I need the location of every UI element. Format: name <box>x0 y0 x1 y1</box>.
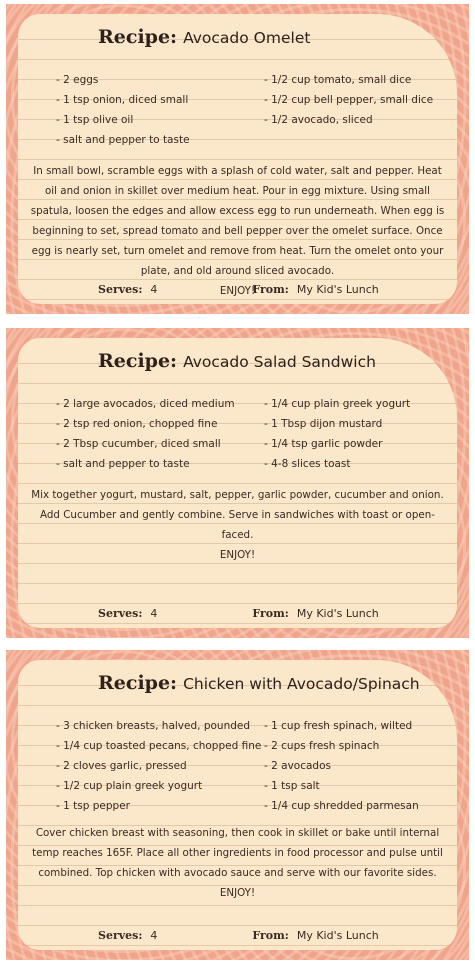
from-value: My Kid's Lunch <box>296 607 379 620</box>
ingredient-item: - 2 cups fresh spinach <box>264 740 380 752</box>
ingredient-item: - 1/4 cup toasted pecans, chopped fine <box>56 740 262 752</box>
ingredient-item: - 2 Tbsp cucumber, diced small <box>56 438 221 450</box>
recipe-heading <box>98 672 420 694</box>
from-value: My Kid's Lunch <box>296 283 379 296</box>
serves-label: Serves: <box>98 929 143 942</box>
serves-label: Serves: <box>98 283 143 296</box>
closing-text: ENJOY! <box>219 285 256 297</box>
ingredients-right-column <box>264 70 433 150</box>
ingredient-item: - 4-8 slices toast <box>264 458 351 470</box>
ingredient-item: - 1 tsp pepper <box>56 800 130 812</box>
recipe-title: Avocado Salad Sandwich <box>183 353 376 371</box>
ingredient-item: - 1 Tbsp dijon mustard <box>264 418 383 430</box>
card-paper <box>18 338 457 628</box>
recipe-title: Chicken with Avocado/Spinach <box>183 675 420 693</box>
recipe-heading <box>98 350 376 372</box>
card-footer <box>98 607 379 620</box>
ingredient-item: - 1/2 cup plain greek yogurt <box>56 780 203 792</box>
recipe-instructions <box>28 823 447 903</box>
serves-value: 4 <box>150 929 158 942</box>
ingredients-right-column <box>264 394 410 474</box>
from-label: From: <box>252 929 289 942</box>
ingredients-left-column <box>56 716 264 816</box>
ingredient-item: - 1 tsp olive oil <box>56 114 134 126</box>
ingredient-item: - 1 tsp onion, diced small <box>56 94 189 106</box>
recipe-card-chicken-avocado-spinach <box>6 650 469 960</box>
ingredient-item: - 1/4 tsp garlic powder <box>264 438 383 450</box>
ingredient-item: - 1/4 cup plain greek yogurt <box>264 398 411 410</box>
card-footer <box>98 283 379 296</box>
ingredients-right-column <box>264 716 419 816</box>
ingredients-list <box>56 716 439 816</box>
card-paper <box>18 14 457 304</box>
instructions-text: In small bowl, scramble eggs with a splash of cold water, salt and pepper. Heat oil and onion in skillet over medium heat. Pour in egg mixture. Using small spatula, loosen the edges and allow excess egg to run underneath. When egg is beginning to set, spread tomato and bell pepper over the omelet surface. Once egg is nearly set, turn omelet and remove from heat. Turn the omelet onto your plate, and old around sliced avocado. <box>30 165 445 277</box>
recipe-label: Recipe: <box>98 672 178 694</box>
ingredient-item: - 2 tsp red onion, chopped fine <box>56 418 218 430</box>
ingredients-left-column <box>56 70 264 150</box>
ingredient-item: - 2 eggs <box>56 74 99 86</box>
serves-value: 4 <box>150 283 158 296</box>
ingredient-item: - 2 cloves garlic, pressed <box>56 760 187 772</box>
instructions-text: Mix together yogurt, mustard, salt, pepper, garlic powder, cucumber and onion. Add Cucumber and gently combine. Serve in sandwiches with toast or open-faced. <box>31 489 444 541</box>
recipe-instructions <box>28 485 447 565</box>
from-label: From: <box>252 283 289 296</box>
from-value: My Kid's Lunch <box>296 929 379 942</box>
ingredients-list <box>56 70 439 150</box>
serves-value: 4 <box>150 607 158 620</box>
recipe-card-avocado-omelet <box>6 4 469 314</box>
ingredient-item: - 3 chicken breasts, halved, pounded <box>56 720 251 732</box>
ingredient-item: - salt and pepper to taste <box>56 134 190 146</box>
ingredient-item: - 1 tsp salt <box>264 780 320 792</box>
ingredient-item: - 1/2 cup bell pepper, small dice <box>264 94 434 106</box>
recipe-label: Recipe: <box>98 350 178 372</box>
ingredient-item: - salt and pepper to taste <box>56 458 190 470</box>
recipe-card-avocado-salad-sandwich <box>6 328 469 638</box>
ingredient-item: - 1/4 cup shredded parmesan <box>264 800 419 812</box>
recipe-heading <box>98 26 310 48</box>
ingredients-list <box>56 394 439 474</box>
ingredients-left-column <box>56 394 264 474</box>
from-label: From: <box>252 607 289 620</box>
closing-text: ENJOY! <box>219 549 256 561</box>
instructions-text: Cover chicken breast with seasoning, then cook in skillet or bake until internal temp reaches 165F. Place all other ingredients in food processor and pulse until combined. Top chicken with avocado sauce and serve with our favorite sides. ENJOY! <box>32 827 443 899</box>
recipe-instructions <box>28 161 447 301</box>
card-paper <box>18 660 457 950</box>
serves-label: Serves: <box>98 607 143 620</box>
card-footer <box>98 929 379 942</box>
recipe-title: Avocado Omelet <box>183 29 311 47</box>
ingredient-item: - 1/2 avocado, sliced <box>264 114 373 126</box>
ingredient-item: - 1 cup fresh spinach, wilted <box>264 720 413 732</box>
ingredient-item: - 2 large avocados, diced medium <box>56 398 235 410</box>
ingredient-item: - 2 avocados <box>264 760 331 772</box>
recipe-label: Recipe: <box>98 26 178 48</box>
ingredient-item: - 1/2 cup tomato, small dice <box>264 74 412 86</box>
